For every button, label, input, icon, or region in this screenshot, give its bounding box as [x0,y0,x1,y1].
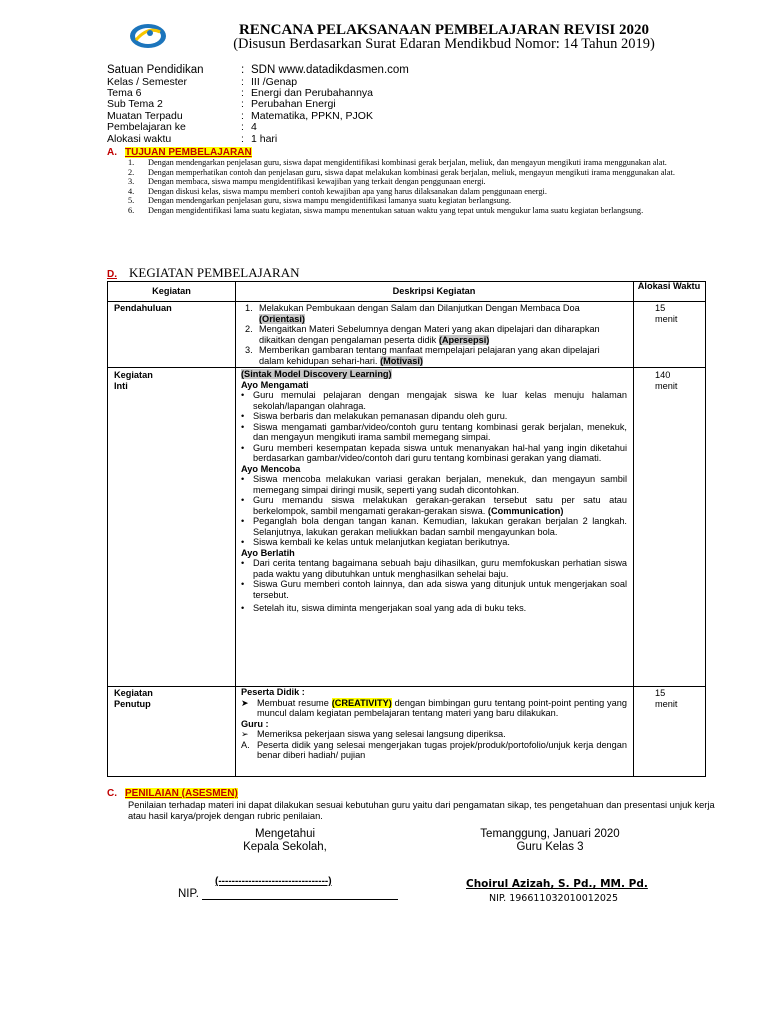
row-label-pendahuluan: Pendahuluan [114,303,172,313]
list-item: 6. Dengan mengidentifikasi lama suatu kegiatan, siswa mampu menentukan satuan waktu yang tepat untuk mengukur lama suatu kegiatan berlangsung. [128,205,644,215]
list-item: • Siswa Guru memberi contoh lainnya, dan ada siswa yang ditunjuk untuk mengerjakan soal tersebut. [241,579,627,600]
principal-nip: NIP. [178,888,398,900]
teacher-name: Choirul Azizah, S. Pd., MM. Pd. [466,878,648,890]
list-item: • Guru memberi kesempatan kepada siswa untuk menanyakan hal-hal yang ingin diketahui berdasarkan gambar/video/contoh dari guru tentang kombinasi gerakan yang diamati. [241,442,627,463]
col-header-deskripsi: Deskripsi Kegiatan [392,286,476,296]
list-item: 1. Melakukan Pembukaan dengan Salam dan Dilanjutkan Dengan Membaca Doa (Orientasi) [245,303,580,324]
identity-row: Muatan Terpadu : Matematika, PPKN, PJOK [107,109,373,122]
identity-row: Alokasi waktu : 1 hari [107,132,278,145]
guru-title: Guru : [241,718,269,729]
document-subtitle: (Disusun Berdasarkan Surat Edaran Mendikbud Nomor: 14 Tahun 2019) [233,36,655,52]
kegiatan-table [107,281,706,777]
time-pendahuluan: 15 menit [655,303,678,324]
col-header-alokasi: Alokasi Waktu [637,281,701,291]
identity-row: Tema 6 : Energi dan Perubahannya [107,86,374,99]
principal-name-placeholder: (---------------------------------) [215,876,332,887]
col-header-kegiatan: Kegiatan [152,286,191,296]
peserta-title: Peserta Didik : [241,687,305,697]
time-penutup: 15 menit [655,688,678,709]
list-item: ➤ Membuat resume (CREATIVITY) dengan bimbingan guru tentang point-point penting yang muncul dalam kegiatan pembelajaran tentang materi yang baru dilakukan. [241,697,627,718]
berlatih-title: Ayo Berlatih [241,547,295,558]
identity-block [107,64,409,145]
document-title: RENCANA PELAKSANAAN PEMBELAJARAN REVISI 2020 [238,22,650,38]
list-item: A. Peserta didik yang selesai mengerjakan tugas projek/produk/portofolio/unjuk kerja dengan benar diberi hadiah/ pujian [241,739,627,760]
signature-right: Temanggung, Januari 2020 Guru Kelas 3 [480,828,620,853]
identity-row: Satuan Pendidikan : SDN www.datadikdasmen.com [107,64,409,76]
signature-left: Mengetahui Kepala Sekolah, [243,828,327,853]
list-item: 3. Dengan membaca, siswa mampu mengidentifikasi kewajiban yang terkait dengan penggunaan energi. [128,177,486,187]
mencoba-title: Ayo Mencoba [241,463,301,474]
list-item: • Siswa kembali ke kelas untuk melanjutkan kegiatan berikutnya. [241,537,510,547]
inti-content [235,368,633,616]
model-label: (Sintak Model Discovery Learning) [241,369,392,379]
row-label-inti: Kegiatan Inti [114,370,153,391]
identity-row: Sub Tema 2 : Perubahan Energi [107,98,336,111]
pendahuluan-content [235,301,633,369]
penutup-content [235,686,633,763]
tujuan-list [128,158,708,216]
identity-row: Kelas / Semester : III /Genap [107,75,298,88]
list-item: 2. Mengaitkan Materi Sebelumnya dengan Materi yang akan dipelajari dan diharapkan dikaitkan dengan pengalaman peserta didik (Apersepsi) [245,324,600,345]
list-item: • Peganglah bola dengan tangan kanan. Kemudian, lakukan gerakan berjalan 2 langkah. Selanjutnya, lakukan gerakan meliukkan badan sambil mengayunkan bola. [241,516,627,537]
teacher-nip: NIP. 196611032010012025 [489,893,618,904]
list-item: 5. Dengan mendengarkan penjelasan guru, siswa mampu mengidentifikasi lamanya suatu kegiatan berlangsung. [128,196,512,206]
tujuan-heading: A. TUJUAN PEMBELAJARAN [107,147,252,158]
list-item: • Dari cerita tentang bagaimana sebuah baju dihasilkan, guru memfokuskan perhatian siswa pada waktu yang dibutuhkan untuk menghasilkan sehelai baju. [241,558,627,579]
penilaian-text: Penilaian terhadap materi ini dapat dilakukan sesuai kebutuhan guru yaitu dari pengamatan sikap, tes pengetahuan dan presentasi unjuk kerja atau hasil karya/projek dengan rubric penilaian. [128,800,715,821]
list-item: 4. Dengan diskusi kelas, siswa mampu memberi contoh kewajiban apa yang harus dilaksanakan dalam penggunaan energi. [128,186,547,196]
identity-row: Pembelajaran ke : 4 [107,121,257,134]
list-item: • Guru memandu siswa melakukan gerakan-gerakan tersebut satu per satu atau berkelompok, sambil mengamati gerakan-gerakan siswa. (Communication) [241,495,627,516]
list-item: • Siswa mengamati gambar/video/contoh guru tentang kombinasi gerak berjalan, menekuk, dan mengayun mengikuti irama sambil memegang simpai. [241,421,627,442]
list-item: 3. Memberikan gambaran tentang manfaat mempelajari pelajaran yang akan dipelajari dalam kehidupan sehari-hari. (Motivasi) [245,345,600,366]
kegiatan-heading: D. KEGIATAN PEMBELAJARAN [107,265,300,280]
list-item: • Setelah itu, siswa diminta mengerjakan soal yang ada di buku teks. [241,603,527,613]
list-item: ➢ Memeriksa pekerjaan siswa yang selesai langsung diperiksa. [241,729,506,739]
row-label-penutup: Kegiatan Penutup [114,688,153,709]
time-inti: 140 menit [655,370,678,391]
mengamati-title: Ayo Mengamati [241,379,309,390]
penilaian-heading: C. PENILAIAN (ASESMEN) [107,788,238,799]
list-item: • Guru memulai pelajaran dengan mengajak siswa ke luar kelas menuju halaman sekolah/lapangan olahraga. [241,390,627,411]
school-logo [128,22,168,50]
list-item: 2. Dengan memperhatikan contoh dan penjelasan guru, siswa dapat melakukan kombinasi gerak berjalan, meliuk, mengayun mengikuti irama menggunakan alat. [128,167,675,177]
list-item: • Siswa mencoba melakukan variasi gerakan berjalan, menekuk, dan mengayun sambil memegang simpai diringi musik, seperti yang sudah dicontohkan. [241,474,627,495]
list-item: • Siswa berbaris dan melakukan pemanasan dipandu oleh guru. [241,411,508,421]
list-item: 1. Dengan mendengarkan penjelasan guru, siswa dapat mengidentifikasi kombinasi gerak berjalan, meliuk, dan mengayun mengikuti irama menggunakan alat. [128,158,667,167]
